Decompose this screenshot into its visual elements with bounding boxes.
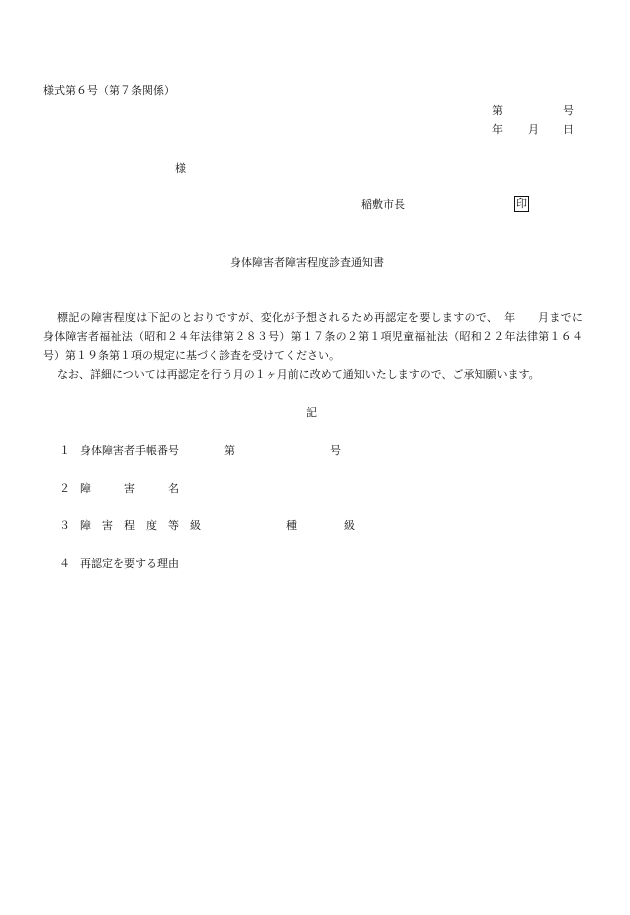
item-field-prefix: 第 <box>224 444 235 457</box>
item-label: 障 害 程 度 等 級 <box>80 519 201 532</box>
seal-mark: 印 <box>516 197 527 210</box>
item-field-suffix: 級 <box>344 519 355 532</box>
form-label: 様式第６号（第７条関係） <box>43 84 175 97</box>
document-title: 身体障害者障害程度診査通知書 <box>230 256 384 269</box>
item-label: 再認定を要する理由 <box>80 557 179 570</box>
body-text <box>43 308 594 384</box>
item-number: １ <box>59 444 70 457</box>
item-label: 障 害 名 <box>80 482 179 495</box>
body-paragraph-2: なお、詳細については再認定を行う月の１ヶ月前に改めて通知いたしますので、ご承知願います。 <box>57 368 540 381</box>
date-year: 年 <box>492 123 503 136</box>
addressee-suffix: 様 <box>175 162 186 175</box>
item-field-suffix: 号 <box>330 444 341 457</box>
body-paragraph-1: 標記の障害程度は下記のとおりですが、変化が予想されるため再認定を要しますので、 年 月までに 身体障害者福祉法（昭和２４年法律第２８３号）第１７条の２第１項児童福祉法（昭和２２年法律第１６４号）第１９条第１項の規定に基づく診査を受けてください。 <box>43 311 594 362</box>
item-field-prefix: 種 <box>286 519 297 532</box>
issuer-title: 稲敷市長 <box>361 198 405 211</box>
issuer-seal <box>514 196 529 212</box>
item-label: 身体障害者手帳番号 <box>80 444 179 457</box>
item-number: ３ <box>59 519 70 532</box>
document-number-suffix: 号 <box>563 104 574 117</box>
item-number: ２ <box>59 482 70 495</box>
date-month: 月 <box>528 123 539 136</box>
notes-heading: 記 <box>306 406 317 419</box>
date-day: 日 <box>563 123 574 136</box>
item-number: ４ <box>59 557 70 570</box>
document-number-prefix: 第 <box>492 104 503 117</box>
